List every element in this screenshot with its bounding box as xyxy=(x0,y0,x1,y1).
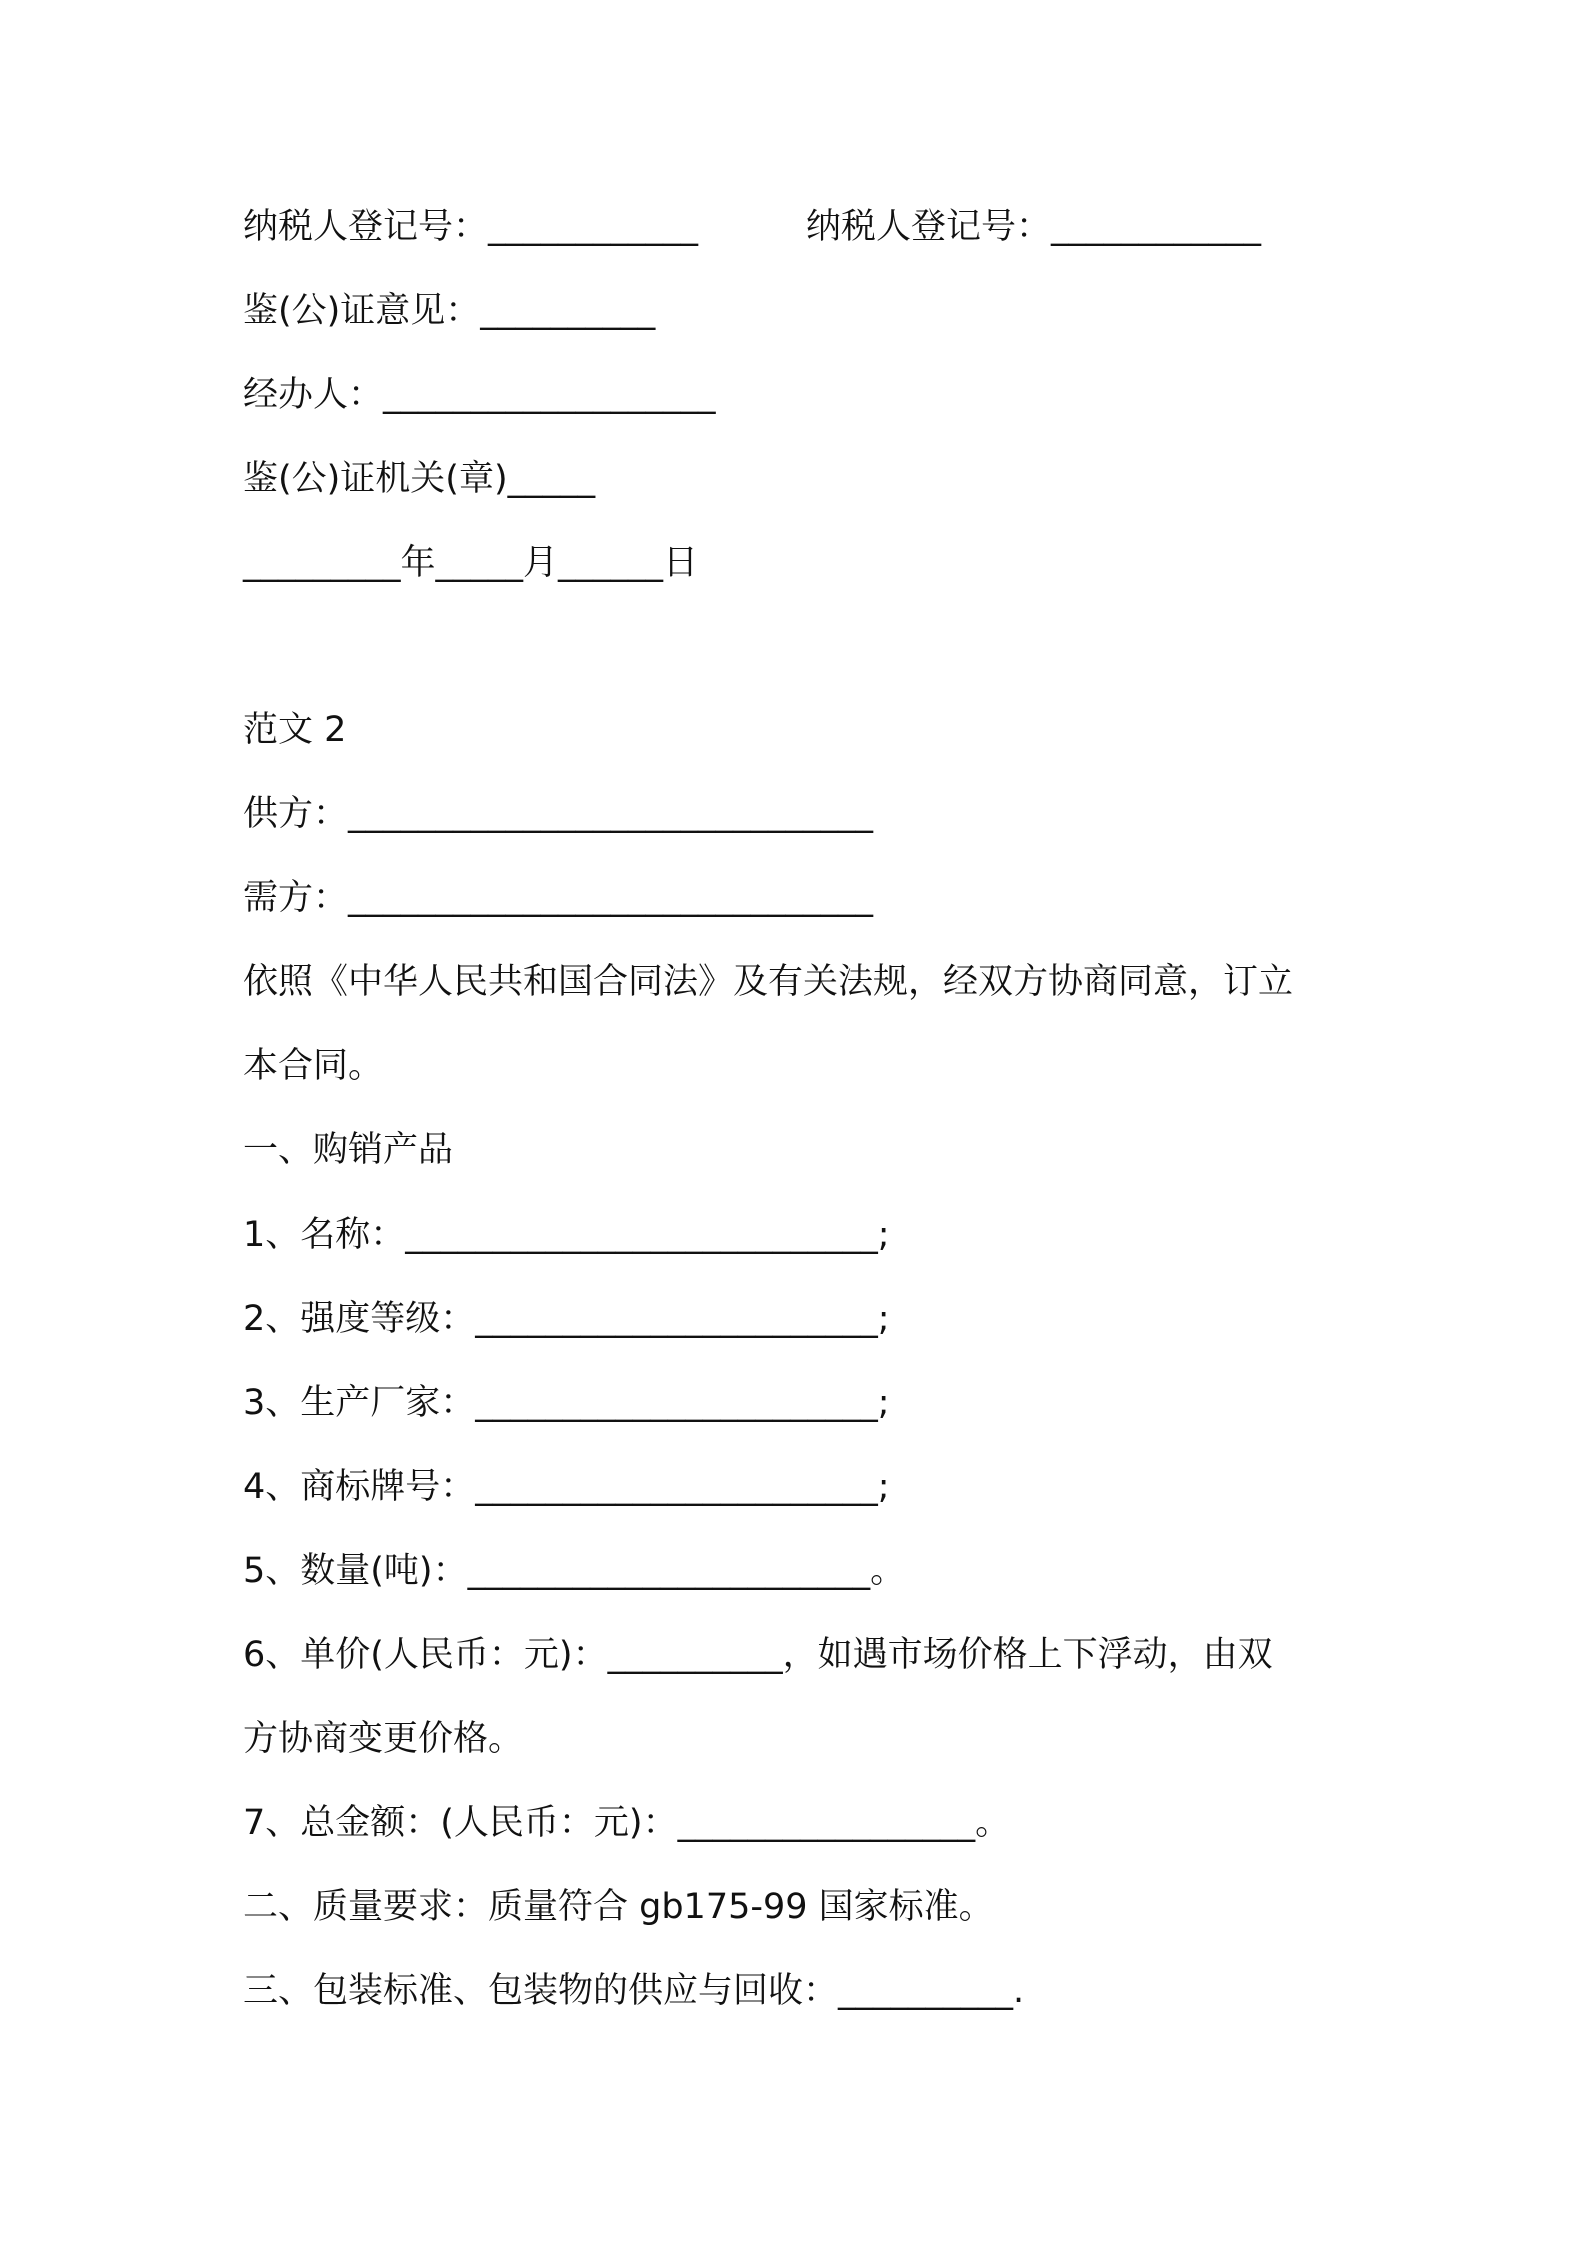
section-1-title: 一、购销产品 xyxy=(243,1130,454,1170)
item-name: 1、名称：___________________________; xyxy=(243,1215,890,1255)
item-strength-grade: 2、强度等级：_______________________; xyxy=(243,1299,890,1339)
item-brand: 4、商标牌号：_______________________; xyxy=(243,1467,890,1507)
section-2-quality: 二、质量要求：质量符合 gb175-99 国家标准。 xyxy=(243,1887,994,1927)
notary-office-seal: 鉴(公)证机关(章)_____ xyxy=(243,459,596,499)
buyer-line: 需方：______________________________ xyxy=(243,878,874,918)
item-unit-price-cont: 方协商变更价格。 xyxy=(243,1719,524,1759)
item-unit-price: 6、单价(人民币：元)：__________，如遇市场价格上下浮动，由双 xyxy=(243,1635,1273,1675)
notary-opinion: 鉴(公)证意见：__________ xyxy=(243,291,656,331)
item-manufacturer: 3、生产厂家：_______________________; xyxy=(243,1383,890,1423)
intro-paragraph-line-2: 本合同。 xyxy=(243,1046,384,1086)
item-quantity: 5、数量(吨)：_______________________。 xyxy=(243,1551,906,1591)
taxpayer-id-left: 纳税人登记号：____________ xyxy=(243,207,699,247)
date-line: _________年_____月______日 xyxy=(243,543,699,583)
section-3-packaging: 三、包装标准、包装物的供应与回收：__________. xyxy=(243,1971,1025,2011)
taxpayer-id-right: 纳税人登记号：____________ xyxy=(806,207,1262,247)
handler-line: 经办人：___________________ xyxy=(243,375,716,415)
supplier-line: 供方：______________________________ xyxy=(243,794,874,834)
item-total-amount: 7、总金额：(人民币：元)：_________________。 xyxy=(243,1803,1011,1843)
sample-heading: 范文 2 xyxy=(243,710,347,750)
intro-paragraph-line-1: 依照《中华人民共和国合同法》及有关法规，经双方协商同意，订立 xyxy=(243,962,1294,1002)
